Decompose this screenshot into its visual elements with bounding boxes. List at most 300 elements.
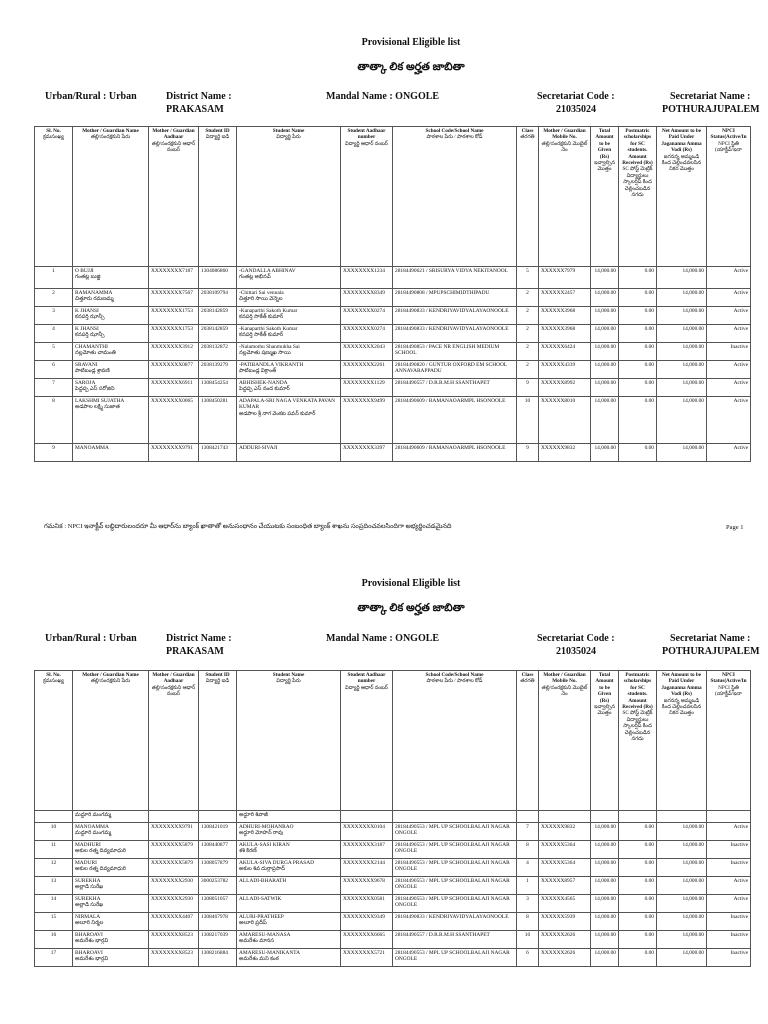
cell-sname: [237, 859, 341, 877]
column-header-en: Postmatric scholarships for SC students. Amount Received (Rs): [622, 672, 653, 711]
cell-saadhaar: XXXXXXXX9678: [341, 877, 393, 895]
column-header: [35, 671, 73, 811]
cell-mother: [73, 343, 149, 361]
cell-sc: 0.00: [619, 841, 657, 859]
cell-sl: 8: [35, 397, 73, 444]
cell-sc: 0.00: [619, 444, 657, 462]
cell-npci: Active: [707, 379, 751, 397]
cell-net: 14,000.00: [657, 931, 707, 949]
column-header: [341, 671, 393, 811]
cell-npci: Inactive: [707, 859, 751, 877]
column-header-te: విద్యార్థి పేరు: [276, 134, 301, 141]
column-header-te: SC పోస్ట్ మెట్రిక్ విద్యార్థులు స్కాలర్షిప్ కింద చెల్లించబడిన నగదు: [622, 166, 653, 199]
cell-net: 14,000.00: [657, 361, 707, 379]
cell-school: 28184490557 / D.R.R.M.H SSANTHAPET: [393, 379, 517, 397]
cell-sid: 3000253782: [199, 877, 237, 895]
cell-sc: 0.00: [619, 913, 657, 931]
column-header: [73, 127, 149, 267]
cell-net: 14,000.00: [657, 444, 707, 462]
table-cell: [35, 811, 73, 823]
cell-mother-en: K JHANSI: [75, 326, 99, 332]
cell-total: 14,000.00: [591, 823, 619, 841]
cell-total: 14,000.00: [591, 949, 619, 967]
cell-saadhaar: XXXXXXXX0274: [341, 307, 393, 325]
cell-npci: Active: [707, 361, 751, 379]
cell-sname-te: అద్దూరి మోహన్ రావు: [239, 830, 284, 837]
column-header-en: Class: [521, 672, 534, 678]
cell-school: 28184490553 / MPL UP SCHOOLBALAJI NAGAR ONGOLE: [393, 823, 517, 841]
cell-sid: 2038132872: [199, 343, 237, 361]
column-header-en: Total Amount to be Given (Rs): [595, 672, 614, 704]
cell-saadhaar: XXXXXXXX1129: [341, 379, 393, 397]
cell-sname: [237, 289, 341, 307]
cell-mobile: XXXXXX2626: [539, 949, 591, 967]
table-row: [35, 859, 751, 877]
table-row: [35, 949, 751, 967]
cell-class: 10: [517, 397, 539, 444]
table-row: [35, 877, 751, 895]
cell-sname-te: అడపాల శ్రీ నాగ వెంకట పవన్ కుమార్: [239, 410, 316, 417]
cell-mobile: XXXXXX5364: [539, 859, 591, 877]
cell-total: 14,000.00: [591, 379, 619, 397]
column-header-te: NPCI స్థితి (యాక్టీవ్/ఇనా: [715, 140, 742, 154]
cell-sname-en: AMARESU-MANIKANTA: [239, 950, 300, 956]
cell-sl: 12: [35, 859, 73, 877]
cell-sid: 1308051057: [199, 895, 237, 913]
cell-saadhaar: XXXXXXXX0104: [341, 823, 393, 841]
cell-npci: Active: [707, 397, 751, 444]
cell-mother: [73, 397, 149, 444]
cell-saadhaar: XXXXXXXX2144: [341, 859, 393, 877]
cell-aadhaar: XXXXXXXX0877: [149, 361, 199, 379]
column-header-en: Student ID: [205, 672, 230, 678]
district-value: PRAKASAM: [166, 646, 224, 657]
eligible-list-table: [34, 670, 751, 967]
column-header: [149, 127, 199, 267]
cell-mother: [73, 289, 149, 307]
cell-saadhaar: XXXXXXXX6665: [341, 931, 393, 949]
column-header-te: విద్యార్థి ఆధార్ నంబర్: [345, 140, 388, 147]
document-page-2: [0, 548, 768, 1024]
table-header-row: [35, 671, 751, 811]
cell-net: 14,000.00: [657, 823, 707, 841]
cell-mother-en: O BUJJI: [75, 268, 94, 274]
column-header-te: పాఠశాల పేరు / పాఠశాల కోడ్: [426, 678, 483, 685]
cell-npci: Active: [707, 307, 751, 325]
page-subtitle: తాత్కా లిక అర్హత జాబితా: [357, 602, 465, 614]
district-label: District Name :: [166, 91, 232, 102]
cell-sname-en: ALURI-PRATHEEP: [239, 914, 284, 920]
cell-sname: [237, 913, 341, 931]
column-header-en: School Code/School Name: [425, 672, 484, 678]
cell-sl: 3: [35, 307, 73, 325]
cell-aadhaar: XXXXXXXX9791: [149, 823, 199, 841]
cell-sid: 1308450281: [199, 397, 237, 444]
cell-total: 14,000.00: [591, 931, 619, 949]
cell-sid: 1308057879: [199, 859, 237, 877]
column-header-en: Net Amount to be Paid Under Jagananna Amma Vodi (Rs): [661, 128, 702, 154]
cell-sname: [237, 931, 341, 949]
cell-mobile: XXXXXX2626: [539, 931, 591, 949]
table-cell: [149, 811, 199, 823]
cell-sid: 1308467978: [199, 913, 237, 931]
cell-aadhaar: XXXXXXXX5879: [149, 859, 199, 877]
table-cell: [657, 811, 707, 823]
cell-sc: 0.00: [619, 325, 657, 343]
cell-saadhaar: XXXXXXXX9349: [341, 913, 393, 931]
column-header-en: NPCI Status(Active/In: [710, 672, 747, 685]
cell-class: 5: [517, 267, 539, 289]
cell-class: 10: [517, 931, 539, 949]
table-header-row: [35, 127, 751, 267]
cell-school: 28184490609 / RAMANAOARMPL HSONOOLE: [393, 397, 517, 444]
cell-sl: 11: [35, 841, 73, 859]
page-title: Provisional Eligible list: [361, 37, 461, 48]
cell-sname-te: అలూరి ప్రదీప్: [239, 920, 267, 927]
table-row-continuation: [35, 811, 751, 823]
table-row: [35, 895, 751, 913]
secretariat-code-label: Secretariat Code :: [537, 91, 615, 102]
cell-total: 14,000.00: [591, 859, 619, 877]
cell-sid: 1308217039: [199, 931, 237, 949]
cell-class: 8: [517, 913, 539, 931]
table-row: [35, 841, 751, 859]
cell-class: 9: [517, 444, 539, 462]
column-header-te: ఇవ్వాల్సిన మొత్తం: [594, 160, 615, 173]
table-cell: [517, 811, 539, 823]
cell-sc: 0.00: [619, 931, 657, 949]
table-cell: [199, 811, 237, 823]
page-subtitle: తాత్కా లిక అర్హత జాబితా: [357, 61, 465, 73]
cell-mother-te: అల్లాడి సురేఖ: [75, 884, 104, 891]
district-label: District Name :: [166, 633, 232, 644]
cell-class: 2: [517, 289, 539, 307]
cell-mobile: XXXXXX8957: [539, 877, 591, 895]
cell-sname-te: గంతట్ల అభినవ్: [239, 274, 271, 281]
cell-mother-te: అకుల రత్న దివ్యమాధురి: [75, 866, 127, 873]
cell-school: 28184490553 / MPL UP SCHOOLBALAJI NAGAR ONGOLE: [393, 949, 517, 967]
cell-saadhaar: XXXXXXXX1234: [341, 267, 393, 289]
column-header-en: Student Aadhaar number: [347, 128, 386, 141]
cell-mother-en: MADURI: [75, 860, 97, 866]
cell-saadhaar: XXXXXXXX9499: [341, 397, 393, 444]
cell-net: 14,000.00: [657, 307, 707, 325]
column-header-en: Sl. No.: [46, 128, 61, 134]
cell-npci: Active: [707, 444, 751, 462]
table-cell: అద్దూరి శివాజీ: [237, 811, 341, 823]
column-header: [707, 671, 751, 811]
cell-mother: [73, 823, 149, 841]
cell-mother-te: గంతట్ల బుజ్జి: [75, 274, 101, 281]
cell-sid: 1308421743: [199, 444, 237, 462]
cell-school: 28184490853 / PACE NR ENGLISH MEDIUM SCHOOL: [393, 343, 517, 361]
cell-mother-te: అలూరి నిర్మల: [75, 920, 104, 927]
cell-school: 28184490557 / D.R.R.M.H SSANTHAPET: [393, 931, 517, 949]
cell-school: 28184490820 / GUNTUR OXFORD EM SCHOOL ANNAVARAPPADU: [393, 361, 517, 379]
page-title: Provisional Eligible list: [361, 578, 461, 589]
cell-class: 6: [517, 949, 539, 967]
cell-mobile: XXXXXX9832: [539, 444, 591, 462]
cell-sl: 5: [35, 343, 73, 361]
cell-sid: 2038109794: [199, 289, 237, 307]
table-row: [35, 307, 751, 325]
cell-sname: [237, 895, 341, 913]
cell-sc: 0.00: [619, 343, 657, 361]
cell-mobile: XXXXXX9832: [539, 823, 591, 841]
cell-sname: [237, 877, 341, 895]
cell-sname-te: అమరేశం మని కంఠ: [239, 956, 279, 963]
table-row: [35, 361, 751, 379]
cell-mother-en: CHAMANTHI: [75, 344, 108, 350]
cell-class: 4: [517, 859, 539, 877]
cell-total: 14,000.00: [591, 841, 619, 859]
column-header-en: Mother / Guardian Name: [82, 672, 139, 678]
cell-sname: [237, 343, 341, 361]
cell-sl: 4: [35, 325, 73, 343]
secretariat-code-value: 21035024: [556, 104, 596, 115]
secretariat-name-value: POTHURAJUPALEM: [662, 104, 760, 115]
cell-sname-te: అకుల శివ దుర్గాప్రసాద్: [239, 866, 286, 873]
column-header-en: Student ID: [205, 128, 230, 134]
cell-mother: [73, 859, 149, 877]
cell-class: 8: [517, 841, 539, 859]
column-header-te: తల్లి/సంరక్షకుని పేరు: [90, 134, 131, 141]
cell-sc: 0.00: [619, 267, 657, 289]
cell-sname: [237, 823, 341, 841]
cell-school: 28184490833 / KENDRIYAVIDYALAYAONOOLE: [393, 325, 517, 343]
column-header-te: క్రమసంఖ్య: [43, 678, 64, 685]
cell-npci: Active: [707, 877, 751, 895]
cell-mobile: XXXXXX8010: [539, 397, 591, 444]
cell-sl: 6: [35, 361, 73, 379]
cell-saadhaar: XXXXXXXX3397: [341, 444, 393, 462]
table-row: [35, 931, 751, 949]
cell-mobile: XXXXXX5364: [539, 841, 591, 859]
cell-net: 14,000.00: [657, 913, 707, 931]
cell-saadhaar: XXXXXXXX3187: [341, 841, 393, 859]
cell-aadhaar: XXXXXXXX0065: [149, 397, 199, 444]
cell-mother-te: అమరేశం భార్గవి: [75, 956, 109, 963]
cell-sname: [237, 397, 341, 444]
cell-total: 14,000.00: [591, 267, 619, 289]
cell-mother: [73, 913, 149, 931]
cell-total: 14,000.00: [591, 325, 619, 343]
cell-sname: [237, 325, 341, 343]
cell-sl: 16: [35, 931, 73, 949]
table-row: [35, 289, 751, 307]
cell-sc: 0.00: [619, 307, 657, 325]
cell-mother-te: మద్దూరి మంగమ్మ: [75, 830, 112, 837]
cell-sl: 13: [35, 877, 73, 895]
column-header-en: Postmatric scholarships for SC students. Amount Received (Rs): [622, 128, 653, 167]
cell-school: 28184490553 / MPL UP SCHOOLBALAJI NAGAR ONGOLE: [393, 877, 517, 895]
cell-sname-en: AKULA-SASI KIRAN: [239, 842, 290, 848]
cell-sc: 0.00: [619, 949, 657, 967]
cell-sl: 14: [35, 895, 73, 913]
cell-saadhaar: XXXXXXXX0581: [341, 895, 393, 913]
column-header-te: జగనన్న అమ్మఒడి కింద చెల్లించవలసిన నికర మొత్తం: [661, 153, 702, 173]
cell-sname-en: ADAPALA-SRI NAGA VENKATA PAVAN KUMAR: [239, 398, 336, 411]
cell-class: 1: [517, 877, 539, 895]
cell-aadhaar: XXXXXXXX6911: [149, 379, 199, 397]
cell-sl: 2: [35, 289, 73, 307]
column-header-te: NPCI స్థితి (యాక్టీవ్/ఇనా: [715, 684, 742, 698]
cell-npci: Inactive: [707, 343, 751, 361]
cell-mother-en: BHAROAVI: [75, 932, 103, 938]
cell-sname: [237, 841, 341, 859]
cell-saadhaar: XXXXXXXX5721: [341, 949, 393, 967]
cell-sname-en: -Kanaparthi Sakoth Kumar: [239, 326, 298, 332]
table-cell: మద్దూరి మంగమ్మ: [73, 811, 149, 823]
column-header-te: తరగతి: [520, 678, 535, 685]
column-header-te: తల్లి/సంరక్షకుని మొబైల్ నెం: [541, 684, 588, 698]
cell-sc: 0.00: [619, 859, 657, 877]
secretariat-name-value: POTHURAJUPALEM: [662, 646, 760, 657]
cell-sc: 0.00: [619, 379, 657, 397]
page-number: Page 1: [726, 524, 744, 531]
cell-class: 2: [517, 307, 539, 325]
cell-sname-te: చిత్తూరి సాయి వెన్నెల: [239, 296, 283, 303]
cell-mother-en: SAROJA: [75, 380, 96, 386]
column-header-te: పాఠశాల పేరు / పాఠశాల కోడ్: [426, 134, 483, 141]
cell-class: 9: [517, 379, 539, 397]
cell-aadhaar: XXXXXXXX3912: [149, 343, 199, 361]
cell-mother-te: అకుల రత్న దివ్యమాధురి: [75, 848, 127, 855]
cell-total: 14,000.00: [591, 289, 619, 307]
cell-sid: 1304086860: [199, 267, 237, 289]
cell-net: 14,000.00: [657, 325, 707, 343]
cell-aadhaar: XXXXXXXX5879: [149, 841, 199, 859]
column-header: [517, 671, 539, 811]
secretariat-code-label: Secretariat Code :: [537, 633, 615, 644]
cell-total: 14,000.00: [591, 343, 619, 361]
column-header-en: NPCI Status(Active/In: [710, 128, 747, 141]
cell-sname-te: అమరేశం మానస: [239, 938, 275, 945]
column-header-te: తల్లి/సంరక్షకుని పేరు: [90, 678, 131, 685]
table-row: [35, 267, 751, 289]
cell-school: 28184490553 / MPL UP SCHOOLBALAJI NAGAR ONGOLE: [393, 859, 517, 877]
cell-mother-en: MADHURI: [75, 842, 101, 848]
column-header-en: Class: [521, 128, 534, 134]
cell-sname: [237, 379, 341, 397]
table-row: [35, 343, 751, 361]
column-header-te: జగనన్న అమ్మఒడి కింద చెల్లించవలసిన నికర మొత్తం: [661, 697, 702, 717]
table-cell: [591, 811, 619, 823]
cell-aadhaar: XXXXXXXX2930: [149, 877, 199, 895]
column-header-te: విద్యార్థి పేరు: [276, 678, 301, 685]
cell-total: 14,000.00: [591, 895, 619, 913]
mandal-name: Mandal Name : ONGOLE: [326, 633, 440, 644]
cell-mother-en: MANOAMMA: [75, 824, 109, 830]
cell-sname-en: -Kanaparthi Sakoth Kumar: [239, 308, 298, 314]
column-header: [237, 671, 341, 811]
column-header-en: Net Amount to be Paid Under Jagananna Amma Vodi (Rs): [661, 672, 702, 698]
cell-mother-en: NIRMALA: [75, 914, 101, 920]
cell-total: 14,000.00: [591, 444, 619, 462]
cell-npci: Active: [707, 267, 751, 289]
cell-sid: 2038139279: [199, 361, 237, 379]
table-cell: [539, 811, 591, 823]
column-header-en: Student Aadhaar number: [347, 672, 386, 685]
cell-sid: 2038142859: [199, 325, 237, 343]
cell-mother: [73, 444, 149, 462]
cell-net: 14,000.00: [657, 379, 707, 397]
cell-mobile: XXXXXX4339: [539, 361, 591, 379]
column-header: [393, 671, 517, 811]
column-header: [199, 127, 237, 267]
column-header-en: School Code/School Name: [425, 128, 484, 134]
cell-total: 14,000.00: [591, 913, 619, 931]
column-header-te: తల్లి/సంరక్షకుని ఆధార్ నంబర్: [151, 684, 196, 698]
cell-aadhaar: XXXXXXXX7567: [149, 289, 199, 307]
cell-mobile: XXXXXX8992: [539, 379, 591, 397]
cell-school: 28184490808 / MPUPSCHIMIDTHIPADU: [393, 289, 517, 307]
cell-class: 2: [517, 343, 539, 361]
cell-npci: Active: [707, 895, 751, 913]
cell-aadhaar: XXXXXXXX1753: [149, 325, 199, 343]
cell-aadhaar: XXXXXXXX7187: [149, 267, 199, 289]
cell-mother-en: K JHANSI: [75, 308, 99, 314]
cell-school: 28184490553 / MPL UP SCHOOLBALAJI NAGAR ONGOLE: [393, 895, 517, 913]
cell-mother-te: నల్లమోతు చామంతి: [75, 350, 116, 357]
cell-npci: Active: [707, 289, 751, 307]
cell-total: 14,000.00: [591, 361, 619, 379]
table-cell: [393, 811, 517, 823]
column-header: [707, 127, 751, 267]
column-header: [237, 127, 341, 267]
cell-sl: 1: [35, 267, 73, 289]
cell-school: 28184490833 / KENDRIYAVIDYALAYAONOOLE: [393, 307, 517, 325]
cell-sc: 0.00: [619, 289, 657, 307]
column-header-en: Mother / Guardian Name: [82, 128, 139, 134]
cell-mother-te: చిత్తూరు రమణమ్మ: [75, 296, 114, 303]
column-header-te: ఇవ్వాల్సిన మొత్తం: [594, 704, 615, 717]
column-header: [341, 127, 393, 267]
urban-rural: Urban/Rural : Urban: [45, 633, 137, 644]
cell-aadhaar: XXXXXXXX2930: [149, 895, 199, 913]
column-header-en: Student Name: [272, 672, 305, 678]
table-row: [35, 325, 751, 343]
column-header: [539, 127, 591, 267]
cell-net: 14,000.00: [657, 397, 707, 444]
cell-sname-en: -Chittari Sai vennala: [239, 290, 284, 296]
cell-sl: 10: [35, 823, 73, 841]
cell-sname-en: -PATIBANDLA VIKRANTH: [239, 362, 304, 368]
cell-school: 28184490621 / SRISURYA VIDYA NEKITANOOL: [393, 267, 517, 289]
cell-mother-en: SUREKHA: [75, 878, 101, 884]
cell-mother-te: కనపర్తి ఝాన్సీ: [75, 314, 105, 321]
cell-sc: 0.00: [619, 877, 657, 895]
column-header-te: విద్యార్థి ఐడి: [205, 678, 230, 685]
column-header-en: Mother / Guardian Aadhaar: [152, 128, 195, 141]
cell-mobile: XXXXXX5939: [539, 913, 591, 931]
cell-mother: [73, 379, 149, 397]
cell-sname-en: ADDURI-SIVAJI: [239, 445, 278, 451]
column-header: [619, 127, 657, 267]
cell-sname-te: కనపర్తి సాకేత్ కుమార్: [239, 314, 284, 321]
column-header-te: తల్లి/సంరక్షకుని మొబైల్ నెం: [541, 140, 588, 154]
cell-sid: 1308421019: [199, 823, 237, 841]
cell-sname-te: కనపర్తి సాకేత్ కుమార్: [239, 332, 284, 339]
cell-sname-en: -Nalamothu Shanmukha Sai: [239, 344, 300, 350]
cell-mother: [73, 931, 149, 949]
column-header: [657, 671, 707, 811]
table-row: [35, 379, 751, 397]
column-header-te: తరగతి: [520, 134, 535, 141]
cell-sc: 0.00: [619, 823, 657, 841]
cell-saadhaar: XXXXXXXX8349: [341, 289, 393, 307]
table-row: [35, 823, 751, 841]
